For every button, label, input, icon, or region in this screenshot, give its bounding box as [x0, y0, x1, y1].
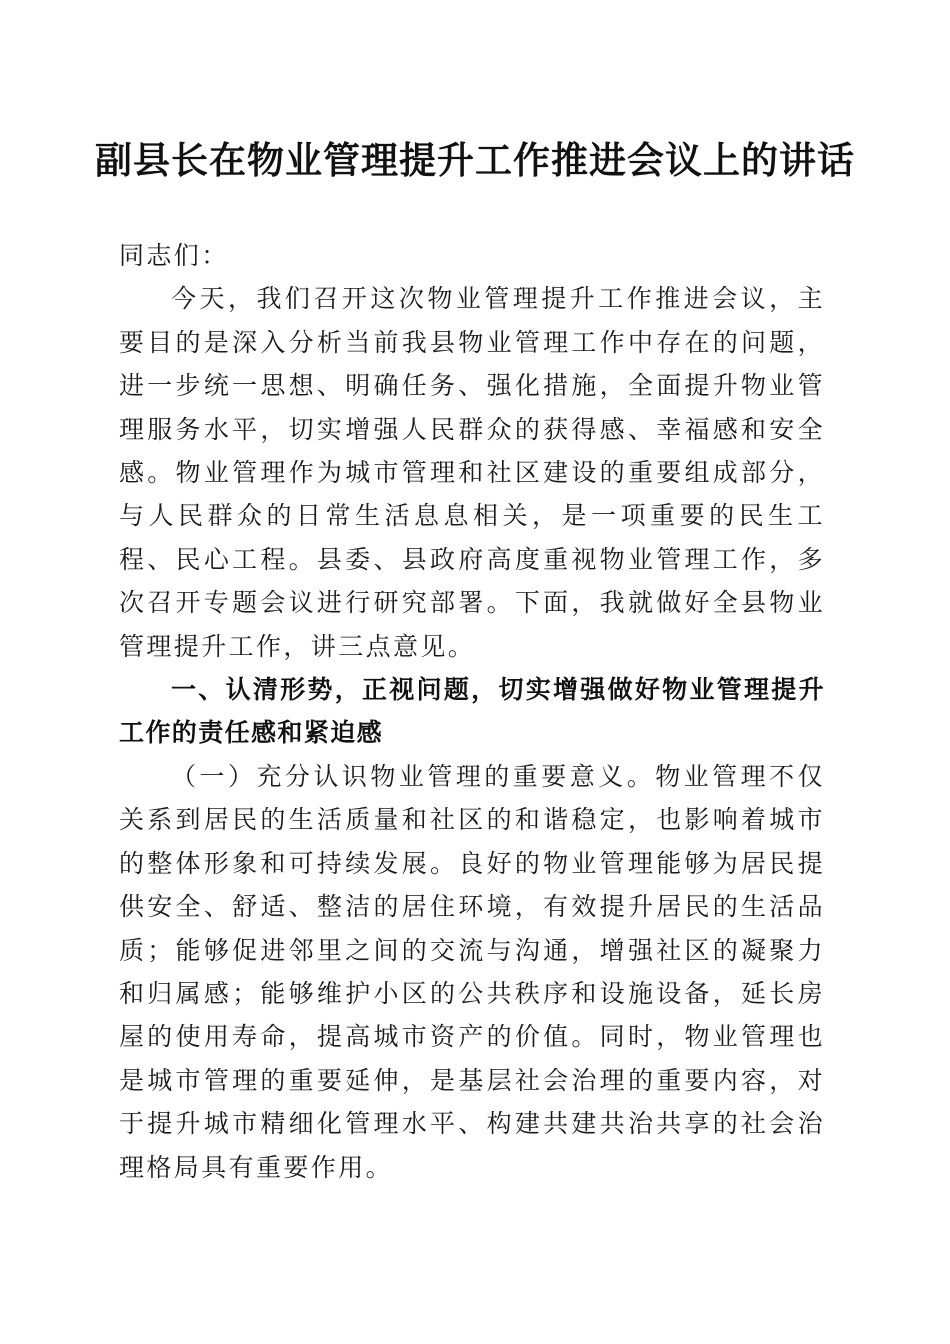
subsection-paragraph: （一）充分认识物业管理的重要意义。物业管理不仅关系到居民的生活质量和社区的和谐稳定，也影响着城市的整体形象和可持续发展。良好的物业管理能够为居民提供安全、舒适、整洁的居住环境，有效提升居民的生活品质；能够促进邻里之间的交流与沟通，增强社区的凝聚力和归属感；能够维护小区的公共秩序和设施设备，延长房屋的使用寿命，提高城市资产的价值。同时，物业管理也是城市管理的重要延伸，是基层社会治理的重要内容，对于提升城市精细化管理水平、构建共建共治共享的社会治理格局具有重要作用。 [119, 761, 825, 1182]
document-body [119, 234, 825, 1189]
document-title: 副县长在物业管理提升工作推进会议上的讲话 [95, 138, 855, 182]
section-heading: 一、认清形势，正视问题，切实增强做好物业管理提升工作的责任感和紧迫感 [119, 675, 825, 748]
opening-paragraph: 今天，我们召开这次物业管理提升工作推进会议，主要目的是深入分析当前我县物业管理工作中存在的问题，进一步统一思想、明确任务、强化措施，全面提升物业管理服务水平，切实增强人民群众的获得感、幸福感和安全感。物业管理作为城市管理和社区建设的重要组成部分，与人民群众的日常生活息息相关，是一项重要的民生工程、民心工程。县委、县政府高度重视物业管理工作，多次召开专题会议进行研究部署。下面，我就做好全县物业管理提升工作，讲三点意见。 [119, 284, 825, 661]
salutation: 同志们： [119, 241, 229, 270]
